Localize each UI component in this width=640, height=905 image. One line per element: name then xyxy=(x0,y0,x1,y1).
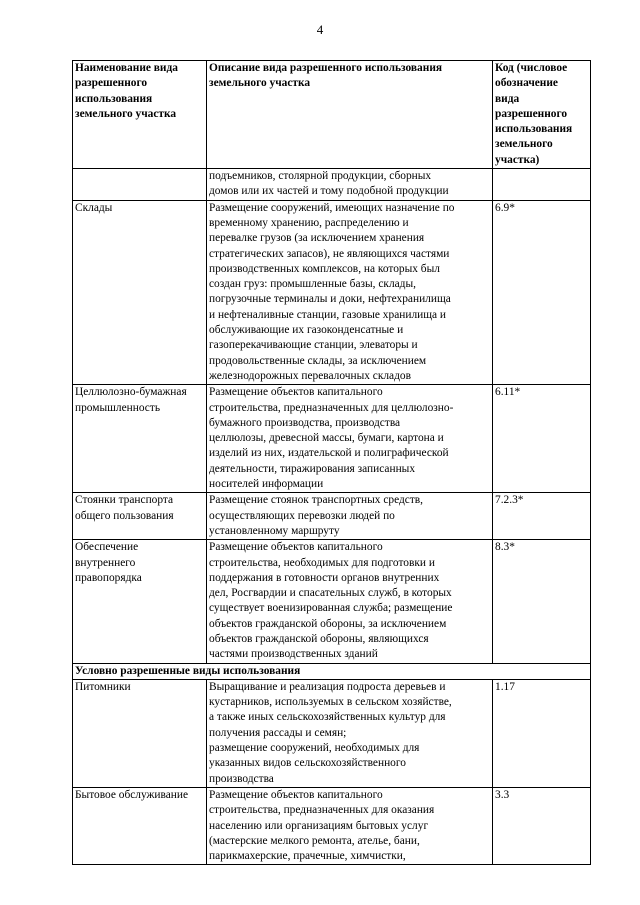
use-name-line: правопорядка xyxy=(75,571,142,584)
use-description-line: получения рассады и семян; xyxy=(209,726,347,739)
use-name-line: общего пользования xyxy=(75,509,174,522)
cell-use-description xyxy=(207,679,493,787)
cell-use-name xyxy=(73,200,207,385)
use-description-line: Размещение объектов капитального xyxy=(209,386,383,399)
table-row xyxy=(73,493,591,540)
cell-use-description xyxy=(207,200,493,385)
header-code xyxy=(493,61,591,169)
use-description-line: целлюлозы, древесной массы, бумаги, картона и xyxy=(209,432,444,445)
header-code-line: обозначение xyxy=(495,77,558,90)
cell-use-description xyxy=(207,169,493,201)
table-row xyxy=(73,787,591,864)
header-name-line: использования xyxy=(75,92,153,105)
table-row xyxy=(73,385,591,493)
use-description-line: объектов гражданской обороны, являющихся xyxy=(209,632,429,645)
use-description-line: временному хранению, распределению и xyxy=(209,216,409,229)
use-name-line: промышленность xyxy=(75,401,161,414)
header-name-line: земельного участка xyxy=(75,107,177,120)
cell-use-description xyxy=(207,493,493,540)
use-description-line: строительства, предназначенных для оказания xyxy=(209,804,435,817)
use-description-line: строительства, предназначенных для целлюлозно- xyxy=(209,401,454,414)
use-description-line: производственных комплексов, на которых был xyxy=(209,262,440,275)
header-desc-line: земельного участка xyxy=(209,77,311,90)
use-description-line: а также иных сельскохозяйственных культур для xyxy=(209,711,446,724)
use-description-line: создан груз: промышленные базы, склады, xyxy=(209,278,416,291)
use-description-line: строительства, необходимых для подготовки и xyxy=(209,556,435,569)
cell-use-description xyxy=(207,540,493,663)
table-row xyxy=(73,679,591,787)
cell-use-description xyxy=(207,385,493,493)
use-name-line: Питомники xyxy=(75,680,131,693)
use-description-line: перевалке грузов (за исключением хранения xyxy=(209,232,425,245)
header-code-line: использования xyxy=(495,123,573,136)
land-use-table xyxy=(72,60,591,865)
cell-use-name xyxy=(73,169,207,201)
use-description-line: бумажного производства, производства xyxy=(209,416,401,429)
use-description-line: Размещение сооружений, имеющих назначение по xyxy=(209,201,455,214)
header-description xyxy=(207,61,493,169)
use-description-line: погрузочные терминалы и доки, нефтехранилища xyxy=(209,293,451,306)
cell-use-code: 8.3* xyxy=(493,540,591,663)
use-description-line: осуществляющих перевозки людей по xyxy=(209,509,395,522)
cell-use-name xyxy=(73,493,207,540)
use-description-line: кустарников, используемых в сельском хозяйстве, xyxy=(209,696,452,709)
use-description-line: парикмахерские, прачечные, химчистки, xyxy=(209,850,406,863)
cell-use-code: 3.3 xyxy=(493,787,591,864)
use-description-line: частями производственных зданий xyxy=(209,648,378,661)
header-code-line: Код (числовое xyxy=(495,62,568,74)
use-description-line: обслуживающие их газоконденсатные и xyxy=(209,324,404,337)
use-description-line: Размещение объектов капитального xyxy=(209,788,383,801)
use-description-line: Размещение стоянок транспортных средств, xyxy=(209,494,424,507)
page-number: 4 xyxy=(316,22,324,37)
use-description-line: установленному маршруту xyxy=(209,524,340,537)
cell-use-code: 6.11* xyxy=(493,385,591,493)
cell-use-name xyxy=(73,385,207,493)
section-title: Условно разрешенные виды использования xyxy=(73,663,591,679)
use-description-line: стратегических запасов), не являющихся частями xyxy=(209,247,450,260)
header-code-line: земельного xyxy=(495,138,553,151)
use-description-line: населению или организациям бытовых услуг xyxy=(209,819,429,832)
use-description-line: подъемников, столярной продукции, сборных xyxy=(209,170,432,183)
use-description-line: изделий из них, издательской и полиграфической xyxy=(209,447,449,460)
use-description-line: продовольственные склады, за исключением xyxy=(209,354,427,367)
use-description-line: (мастерские мелкого ремонта, ателье, бани, xyxy=(209,834,420,847)
cell-use-code: 7.2.3* xyxy=(493,493,591,540)
header-code-line: разрешенного xyxy=(495,107,568,120)
header-name-line: Наименование вида xyxy=(75,62,178,74)
cell-use-name xyxy=(73,679,207,787)
use-name-line: Склады xyxy=(75,201,113,214)
use-description-line: существует военизированная служба; размещение xyxy=(209,602,453,615)
use-description-line: Размещение объектов капитального xyxy=(209,541,383,554)
use-description-line: железнодорожных перевалочных складов xyxy=(209,369,411,382)
use-name-line: Бытовое обслуживание xyxy=(75,788,189,801)
use-description-line: деятельности, тиражирования записанных xyxy=(209,462,416,475)
use-description-line: объектов гражданской обороны, за исключением xyxy=(209,617,447,630)
use-description-line: газоперекачивающие станции, элеваторы и xyxy=(209,339,418,352)
cell-use-code: 1.17 xyxy=(493,679,591,787)
table-row xyxy=(73,540,591,663)
cell-use-description xyxy=(207,787,493,864)
use-description-line: поддержания в готовности органов внутренних xyxy=(209,571,440,584)
cell-use-code xyxy=(493,169,591,201)
use-name-line: Целлюлозно-бумажная xyxy=(75,386,187,399)
header-desc-line: Описание вида разрешенного использования xyxy=(209,62,443,74)
header-code-line: вида xyxy=(495,92,520,105)
table-header-row xyxy=(73,61,591,169)
table-row xyxy=(73,169,591,201)
use-description-line: размещение сооружений, необходимых для xyxy=(209,742,420,755)
use-description-line: указанных видов сельскохозяйственного xyxy=(209,757,406,770)
table-row xyxy=(73,200,591,385)
cell-use-name xyxy=(73,787,207,864)
use-description-line: и нефтеналивные станции, газовые хранилища и xyxy=(209,308,446,321)
header-name xyxy=(73,61,207,169)
use-name-line: Обеспечение xyxy=(75,541,139,554)
use-description-line: дел, Росгвардии и спасательных служб, в которых xyxy=(209,587,452,600)
section-row xyxy=(73,663,591,679)
table-body xyxy=(73,169,591,865)
use-name-line: внутреннего xyxy=(75,556,136,569)
cell-use-code: 6.9* xyxy=(493,200,591,385)
cell-use-name xyxy=(73,540,207,663)
header-code-line: участка) xyxy=(495,153,540,166)
use-description-line: производства xyxy=(209,772,274,785)
use-description-line: Выращивание и реализация подроста деревьев и xyxy=(209,680,446,693)
use-description-line: носителей информации xyxy=(209,478,324,491)
header-name-line: разрешенного xyxy=(75,77,148,90)
use-description-line: домов или их частей и тому подобной продукции xyxy=(209,185,449,198)
use-name-line: Стоянки транспорта xyxy=(75,494,174,507)
